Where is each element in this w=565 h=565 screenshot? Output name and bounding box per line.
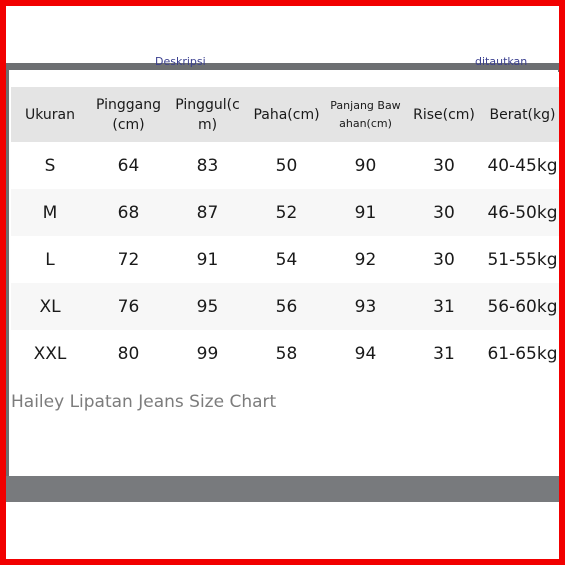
cell-rise: 30 <box>405 189 483 236</box>
cell-inseam: 94 <box>354 343 377 364</box>
cell-inseam: 93 <box>326 283 405 330</box>
table-row <box>11 189 562 236</box>
header-inseam: Panjang Bawahan(cm) <box>326 87 405 142</box>
cell-waist: 64 <box>117 155 140 176</box>
table-row <box>11 283 562 330</box>
cell-thigh: 56 <box>247 283 326 330</box>
cell-weight: 56-60kg <box>483 283 562 330</box>
cell-thigh: 50 <box>275 155 298 176</box>
cell-size: XXL <box>33 343 67 364</box>
overlay-bottom-bar <box>6 476 559 502</box>
cell-size: XL <box>11 283 89 330</box>
size-chart-caption: Hailey Lipatan Jeans Size Chart <box>11 392 277 412</box>
cell-inseam: 91 <box>326 189 405 236</box>
cell-waist: 72 <box>117 249 140 270</box>
cell-size: L <box>45 249 55 270</box>
cell-size: S <box>44 155 56 176</box>
cell-weight: 51-55kg <box>487 249 558 270</box>
header-waist: Pinggang(cm) <box>89 87 168 142</box>
cell-hip: 99 <box>196 343 219 364</box>
header-rise: Rise(cm) <box>405 87 483 142</box>
cell-weight: 46-50kg <box>483 189 562 236</box>
cell-weight: 40-45kg <box>487 155 558 176</box>
cell-waist: 76 <box>89 283 168 330</box>
table-row <box>11 236 562 283</box>
cell-rise: 31 <box>433 343 455 364</box>
size-chart-table <box>11 87 562 377</box>
cell-hip: 95 <box>168 283 247 330</box>
header-weight: Berat(kg) <box>483 87 562 142</box>
cell-weight: 61-65kg <box>487 343 558 364</box>
cell-rise: 31 <box>405 283 483 330</box>
cell-size: M <box>11 189 89 236</box>
table-row <box>11 142 562 189</box>
cell-thigh: 58 <box>275 343 298 364</box>
table-header-row <box>11 87 562 142</box>
background-label-description: Deskripsi <box>155 55 206 67</box>
cell-hip: 83 <box>196 155 219 176</box>
cell-hip: 87 <box>168 189 247 236</box>
cell-thigh: 52 <box>247 189 326 236</box>
table-row <box>11 330 562 377</box>
header-hip: Pinggul(cm) <box>168 87 247 142</box>
cell-rise: 30 <box>433 249 455 270</box>
cell-thigh: 54 <box>275 249 298 270</box>
background-label-linked: ditautkan <box>475 55 528 67</box>
size-chart-card <box>6 70 558 476</box>
cell-rise: 30 <box>433 155 455 176</box>
header-thigh: Paha(cm) <box>247 87 326 142</box>
cell-waist: 68 <box>89 189 168 236</box>
header-size: Ukuran <box>11 87 89 142</box>
cell-hip: 91 <box>196 249 219 270</box>
cell-waist: 80 <box>117 343 140 364</box>
cell-inseam: 90 <box>354 155 377 176</box>
cell-inseam: 92 <box>354 249 377 270</box>
